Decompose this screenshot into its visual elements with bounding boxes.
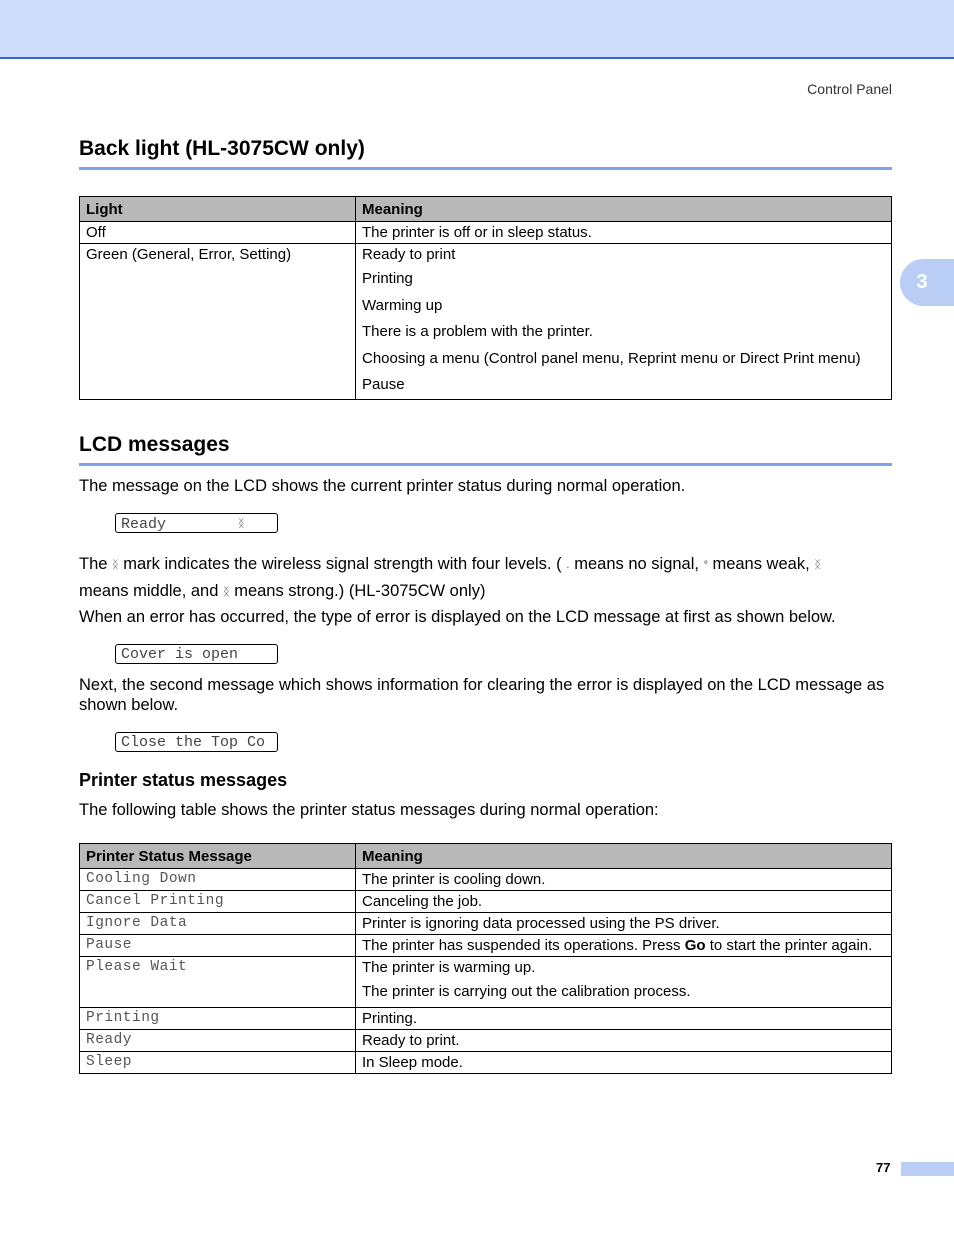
meaning-cell: The printer is off or in sleep status. xyxy=(356,222,892,244)
back-light-heading: Back light (HL-3075CW only) xyxy=(79,137,892,170)
table-row xyxy=(80,244,892,400)
meaning-cell: The printer is cooling down. xyxy=(356,869,892,891)
status-message-cell: Cancel Printing xyxy=(80,891,356,913)
printer-status-table xyxy=(79,843,892,1074)
lcd-display-next: Close the Top Co xyxy=(115,732,278,752)
column-header: Meaning xyxy=(356,197,892,222)
running-head: Control Panel xyxy=(807,81,892,97)
meaning-line: Warming up xyxy=(362,296,443,314)
lcd-heading: LCD messages xyxy=(79,433,892,466)
status-message-cell: Please Wait xyxy=(80,957,356,1008)
meaning-line: Choosing a menu (Control panel menu, Reprint menu or Direct Print menu) xyxy=(362,349,861,367)
lcd-intro-wrap xyxy=(79,476,892,496)
meaning-cell: The printer has suspended its operations. Press Go to start the printer again. xyxy=(356,935,892,957)
header-band xyxy=(0,0,954,59)
lcd-display-ready xyxy=(115,513,278,533)
meaning-line: Printing xyxy=(362,270,413,287)
footer-bar xyxy=(901,1162,954,1176)
page-number: 77 xyxy=(876,1160,891,1175)
meaning-cell: Printing. xyxy=(356,1008,892,1030)
next-intro-wrap xyxy=(79,675,892,715)
error-intro-wrap xyxy=(79,607,892,627)
error-intro: When an error has occurred, the type of error is displayed on the LCD message at first as shown below. xyxy=(79,608,836,626)
column-header: Meaning xyxy=(356,844,892,869)
meaning-line: The printer is carrying out the calibration process. xyxy=(362,983,691,1000)
signal-strong-icon: ᛝ xyxy=(238,517,245,530)
back-light-table xyxy=(79,196,892,400)
table-row xyxy=(80,913,892,935)
meaning-cell: In Sleep mode. xyxy=(356,1052,892,1074)
signal-paragraph xyxy=(79,551,892,605)
signal-middle-icon: ᛝ xyxy=(814,558,821,571)
next-intro: Next, the second message which shows information for clearing the error is displayed on the LCD message as shown below. xyxy=(79,676,885,714)
printer-status-section xyxy=(79,770,892,791)
signal-weak-icon: ᐤ xyxy=(703,558,708,571)
printer-status-heading: Printer status messages xyxy=(79,770,288,790)
meaning-line: Pause xyxy=(362,376,405,393)
meaning-cell: Printer is ignoring data processed using the PS driver. xyxy=(356,913,892,935)
status-message-cell: Cooling Down xyxy=(80,869,356,891)
table-row xyxy=(80,1008,892,1030)
chapter-tab: 3 xyxy=(900,259,954,306)
signal-strong-icon: ᛝ xyxy=(223,585,230,598)
meaning-line: The printer is warming up. xyxy=(362,959,536,976)
status-message-cell: Ready xyxy=(80,1030,356,1052)
table-row xyxy=(80,1030,892,1052)
lcd-section xyxy=(79,433,892,466)
printer-status-intro-wrap xyxy=(79,800,892,820)
meaning-cell xyxy=(356,957,892,1008)
column-header: Light xyxy=(80,197,356,222)
lcd-intro: The message on the LCD shows the current printer status during normal operation. xyxy=(79,477,686,495)
printer-status-table-wrap xyxy=(79,843,892,1074)
lcd-text: Ready xyxy=(121,516,239,533)
signal-text: The ᛝ mark indicates the wireless signal strength with four levels. ( . means no signal, ᐤ means weak, ᛝ means middle, and ᛝ means strong.) (HL-3075CW only) xyxy=(79,551,892,605)
meaning-cell: Ready to print. xyxy=(356,1030,892,1052)
status-message-cell: Pause xyxy=(80,935,356,957)
table-row xyxy=(80,1052,892,1074)
back-light-table-wrap xyxy=(79,196,892,400)
light-cell: Off xyxy=(80,222,356,244)
go-key-label: Go xyxy=(684,937,706,954)
meaning-cell: Canceling the job. xyxy=(356,891,892,913)
lcd-display-error: Cover is open xyxy=(115,644,278,664)
meaning-cell xyxy=(356,244,892,400)
status-message-cell: Ignore Data xyxy=(80,913,356,935)
status-message-cell: Printing xyxy=(80,1008,356,1030)
signal-none-icon: . xyxy=(566,558,570,571)
light-cell: Green (General, Error, Setting) xyxy=(80,244,356,400)
column-header: Printer Status Message xyxy=(80,844,356,869)
table-row xyxy=(80,222,892,244)
table-row xyxy=(80,891,892,913)
signal-icon: ᛝ xyxy=(112,558,119,571)
printer-status-intro: The following table shows the printer status messages during normal operation: xyxy=(79,801,659,819)
table-row xyxy=(80,869,892,891)
status-message-cell: Sleep xyxy=(80,1052,356,1074)
table-row xyxy=(80,957,892,1008)
meaning-line: Ready to print xyxy=(362,246,456,263)
meaning-line: There is a problem with the printer. xyxy=(362,323,593,340)
table-row xyxy=(80,935,892,957)
back-light-section xyxy=(79,137,892,170)
